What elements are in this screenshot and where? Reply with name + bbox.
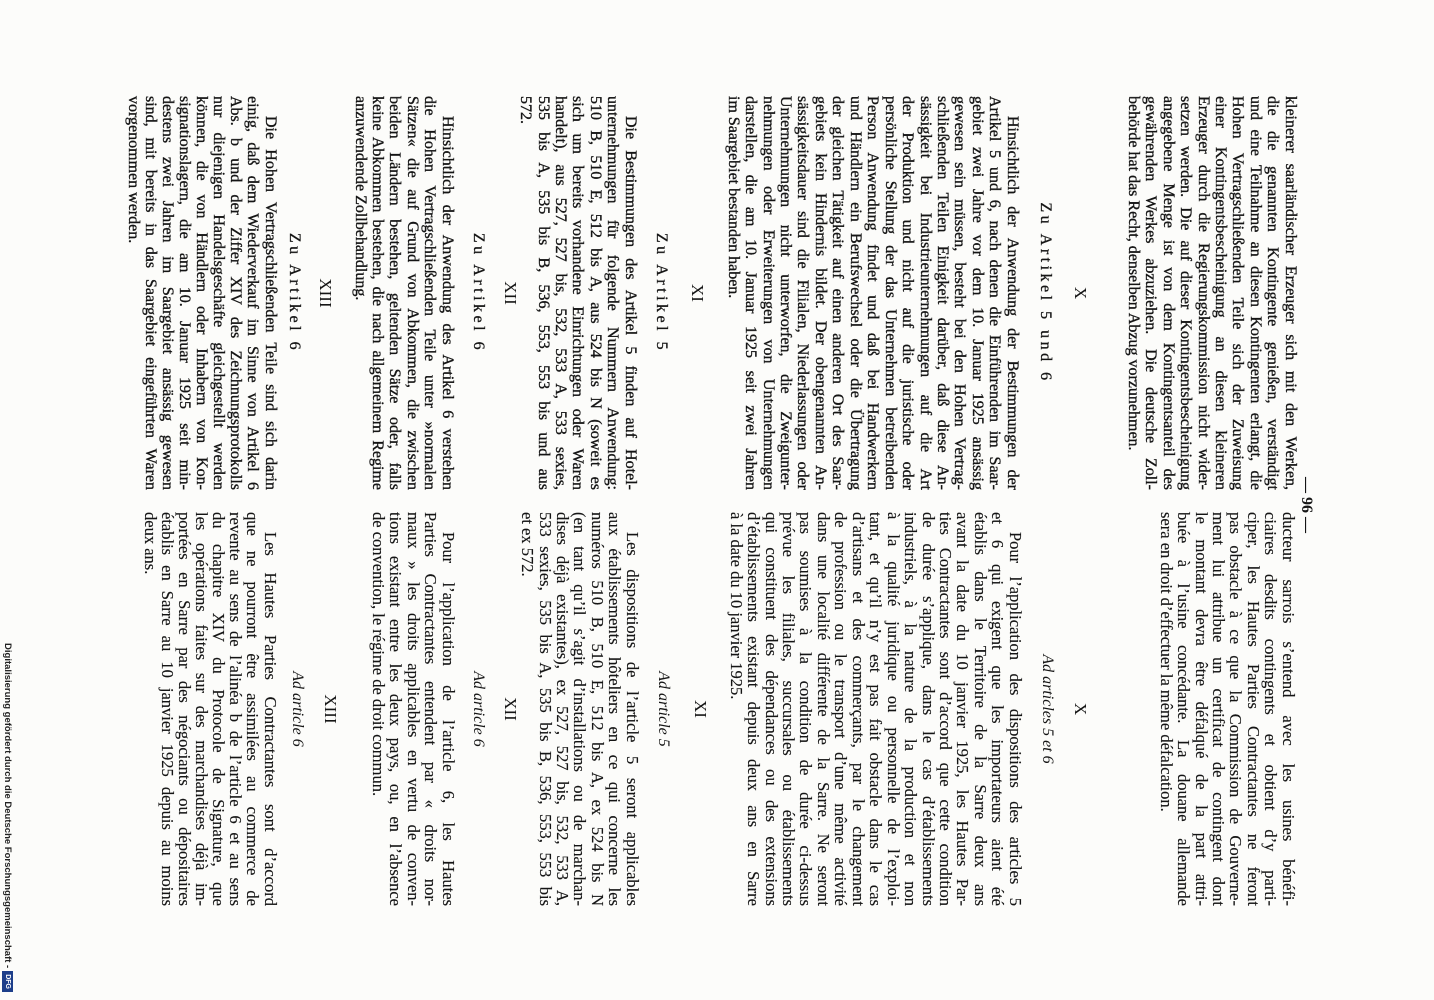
german-section-subheading: Zu Artikel 5 [653, 232, 670, 354]
german-text-line: Hinsichtlich der Anwendung des Artikel 6 verstehen [438, 116, 456, 490]
german-text-line: Erzeuger durch die Regierungskommission nicht wider- [1194, 96, 1212, 490]
french-text-line: ducteur sarrois s’entend avec les usines bénéfi- [1278, 512, 1298, 906]
german-text-line: im Saargebiet bestanden haben. [724, 96, 742, 299]
german-text-line: keine Abkommen bestehen, die nach allgemeinem Regime [368, 96, 386, 490]
digitization-credit-text: Digitalisierung gefördert durch die Deutsche Forschungsgemeinschaft - [2, 643, 13, 969]
french-text-line: dans une localité différente de la Sarre. Ne seront [813, 512, 833, 906]
french-text-line: 533 sexies, 535 bis A, 535 bis B, 536, 553, 553 bis [535, 512, 555, 906]
french-text-line: et ex 572. [518, 512, 538, 577]
german-text-line: sich um bereits vorhandene Einrichtungen oder Waren [569, 96, 587, 490]
french-section-subheading: Ad article 6 [470, 671, 487, 747]
french-paragraph [727, 512, 1023, 906]
german-text-line: Hinsichtlich der Anwendung der Bestimmungen der [1003, 116, 1021, 490]
german-text-line: anzuwendende Zollbehandlung. [351, 96, 369, 301]
french-paragraph [519, 512, 641, 906]
dfg-logo: DFG [2, 971, 13, 992]
german-text-line: Hohen Vertragschließenden Teile sich der Zuweisung [1229, 96, 1247, 490]
french-text-line: portées en Sarre par des négociants ou dépositaires [175, 512, 195, 906]
french-text-line: ciaires desdits contingents et obtient d’y parti- [1261, 512, 1281, 906]
french-section-number: XIII [321, 694, 340, 724]
digitization-credit [2, 643, 13, 992]
french-section-number: XI [691, 700, 710, 718]
french-text-line: tant, et qu’il n’y est pas fait obstacle dans le cas [866, 512, 886, 906]
german-text-line: nur diejenigen Handelsgeschäfte gleichgestellt werden [210, 96, 228, 490]
german-text-line: der gleichen Tätigkeit auf einen anderen Ort des Saar- [829, 96, 847, 490]
french-text-line: Parties Contractantes entendent par « droits nor- [421, 512, 441, 906]
german-paragraph [724, 96, 1020, 490]
french-text-line: ment lui attribue un certificat de contingent dont [1208, 512, 1228, 906]
french-text-line: Les Hautes Parties Contractantes sont d’accord [260, 532, 280, 906]
french-text-line: tions existant entre les deux pays, ou, en l’absence [386, 512, 406, 906]
german-section-number: XIII [316, 278, 335, 308]
french-text-line: numéros 510 B, 510 E, 512 bis A, ex 524 bis N [587, 512, 607, 906]
german-text-line: und Händlern ein Berufswechsel oder die Übertragung [846, 96, 864, 490]
german-text-line: 535 bis A, 535 bis B, 536, 553, 553 bis und aus [534, 96, 552, 490]
german-text-line: persönliche Stellung der das Unternehmen betreibenden [881, 96, 899, 490]
page-number: — 96 — [1298, 477, 1315, 533]
french-text-line: pas soumises à la condition de durée ci-dessus [796, 512, 816, 906]
french-text-line: et 6 qui exigent que les importateurs aient été [988, 512, 1008, 906]
french-text-line: établis dans le Territoire de la Sarre deux ans [970, 512, 990, 906]
german-text-line: gebiets kein Hindernis bildet. Der obengenannten An- [811, 96, 829, 490]
french-section-subheading: Ad article 6 [289, 671, 306, 747]
french-text-line: prévue les filiales, succursales ou établissements [779, 512, 799, 906]
french-text-line: dises déjà existantes), ex 527, 527 bis, 532, 533 A, [552, 512, 572, 906]
german-paragraph [351, 96, 456, 490]
german-text-line: schließenden Teilen Einigkeit darüber, daß diese An- [933, 96, 951, 490]
german-text-line: sind, mit bereits in das Saargebiet eingeführten Waren [141, 96, 159, 490]
german-text-line: behörde hat das Recht, denselben Abzug vorzunehmen. [1124, 96, 1142, 451]
german-text-line: Unternehmungen nicht unterworfen, die Zweigunter- [777, 96, 795, 490]
german-section-number: XII [501, 281, 520, 305]
german-text-line: gewährenden Werkes abzuziehen. Die deutsche Zoll- [1142, 96, 1160, 490]
german-text-line: handelt), aus 527, 527 bis, 532, 533 A, 533 sexies, [551, 96, 569, 490]
german-text-line: beiden Ländern bestehen, geltenden Sätze oder, falls [386, 96, 404, 490]
french-section-number: XII [501, 697, 520, 721]
german-text-line: Artikel 5 und 6, nach denen die Einführenden im Saar- [986, 96, 1004, 490]
french-text-line: à la date du 10 janvier 1925. [726, 512, 746, 700]
french-text-line: d’artisans et des commerçants, par le changement [848, 512, 868, 906]
french-text-line: avant la date du 10 janvier 1925, les Hautes Par- [953, 512, 973, 906]
french-paragraph [370, 512, 457, 906]
french-text-line: que ne pourront être assimilées au commerce de [243, 512, 263, 906]
german-text-line: sässigkeit bei Industrieunternehmungen auf die Art [916, 96, 934, 490]
french-text-line: à la qualité juridique ou personnelle de l’exploi- [883, 512, 903, 906]
german-text-line: Person Anwendung findet und daß bei Handwerkern [864, 96, 882, 490]
french-text-line: les opérations faites sur des marchandises déjà im- [192, 512, 212, 906]
french-text-line: Pour l’application des dispositions des articles 5 [1005, 532, 1025, 906]
french-text-line: d’établissements existant depuis deux ans en Sarre [744, 512, 764, 906]
german-text-line: Sätzen« die auf Grund von Abkommen, die zwischen [403, 96, 421, 490]
german-text-line: 510 B, 510 E, 512 bis A, aus 524 bis N (soweit es [586, 96, 604, 490]
french-text-line: (en tant qu’il s’agit d’installations ou de marchan- [570, 512, 590, 906]
german-text-line: gebiet zwei Jahre vor dem 10. Januar 1925 ansässig [968, 96, 986, 490]
german-text-line: angegebene Menge ist von dem Kontingentsanteil des [1159, 96, 1177, 490]
french-text-line: pas obstacle à ce que la Commission de Gouverne- [1226, 512, 1246, 906]
french-paragraph [1157, 512, 1297, 906]
german-text-line: signationslagern, die am 10. Januar 1925 seit min- [176, 96, 194, 490]
french-text-line: maux » les droits applicables en vertu de conven- [403, 512, 423, 906]
german-text-line: können, die von Händlern oder Inhabern von Kon- [193, 96, 211, 490]
german-paragraph [517, 96, 639, 490]
french-text-line: aux établissements hôteliers en ce qui concerne les [605, 512, 625, 906]
german-text-line: die Hohen Vertragschließenden Teile unter »normalen [421, 96, 439, 490]
german-text-line: 572. [517, 96, 535, 124]
german-text-line: einig, daß dem Wiederverkauf im Sinne von Artikel 6 [244, 96, 262, 490]
french-text-line: de durée s’applique, dans le cas d’établissements [918, 512, 938, 906]
german-section-subheading: Zu Artikel 6 [470, 232, 487, 354]
german-section-subheading: Zu Artikel 5 und 6 [1037, 202, 1054, 384]
french-section-subheading: Ad article 5 [655, 671, 672, 747]
french-text-line: qui constituent des dépendances ou des extensions [761, 512, 781, 906]
french-text-line: Pour l’application de l’article 6, les Hautes [438, 532, 458, 906]
french-paragraph [142, 512, 279, 906]
french-text-line: revente au sens de l’alinéa b de l’article 6 et au sens [226, 512, 246, 906]
german-text-line: Die Hohen Vertragschließenden Teile sind sich darin [261, 116, 279, 490]
german-text-column [0, 96, 1434, 490]
french-section-number: X [1071, 702, 1090, 716]
german-text-line: destens zwei Jahren im Saargebiet ansässig gewesen [159, 96, 176, 490]
french-text-line: de convention, le régime de droit commun. [368, 512, 388, 797]
german-text-line: die die genannten Kontingente genießen, verständigt [1264, 96, 1282, 490]
french-text-line: le montant devra être défalqué de la part attri- [1191, 512, 1211, 906]
french-text-line: ties Contractantes sont d’accord que cette condition [935, 512, 955, 906]
german-text-line: Abs. b und der Ziffer XIV des Zeichnungsprotokolls [227, 96, 245, 490]
german-text-line: und eine Teilnahme an diesen Kontingenten erlangt, die [1246, 96, 1264, 490]
german-text-line: setzen werden. Die auf dieser Kontingentsbescheinigung [1177, 96, 1195, 490]
french-text-line: établis en Sarre au 10 janvier 1925 depuis au moins [158, 512, 177, 906]
french-text-line: Les dispositions de l’article 5 seront applicables [622, 532, 642, 906]
german-text-line: kleinerer saarländischer Erzeuger sich mit den Werken, [1281, 96, 1299, 490]
german-paragraph [125, 96, 279, 490]
german-text-line: einer Kontingentsbescheinigung an diesen kleineren [1211, 96, 1229, 490]
french-text-line: ciper, les Hautes Parties Contractantes ne feront [1243, 512, 1263, 906]
french-text-line: industriels, à la nature de la production et non [901, 512, 921, 906]
french-text-column [0, 512, 1434, 906]
german-section-number: XI [688, 284, 707, 302]
german-section-subheading: Zu Artikel 6 [286, 232, 303, 354]
french-text-line: de profession ou le transport d’une même activité [831, 512, 851, 906]
french-section-subheading: Ad articles 5 et 6 [1039, 654, 1056, 764]
german-text-line: Die Bestimmungen des Artikel 5 finden auf Hotel- [621, 116, 639, 490]
german-text-line: nehmungen oder Erweiterungen von Unternehmungen [759, 96, 777, 490]
german-text-line: gewesen sein müssen, besteht bei den Hohen Vertrag- [951, 96, 969, 490]
german-text-line: unternehmungen für folgende Nummern Anwendung: [604, 96, 622, 490]
french-text-line: deux ans. [140, 512, 160, 575]
french-text-line: buée à l’usine concédante. La douane allemande [1174, 512, 1194, 906]
german-section-number: X [1071, 286, 1090, 300]
german-text-line: darstellen, die am 10. Januar 1925 seit zwei Jahren [742, 96, 760, 490]
german-text-line: vorgenommen werden. [124, 96, 142, 244]
german-text-line: der Produktion und nicht auf die juristische oder [899, 96, 917, 490]
german-text-line: sässigkeitsdauer sind die Filialen, Niederlassungen oder [794, 96, 812, 490]
french-text-line: du chapitre XIV du Protocole de Signature, que [209, 512, 229, 906]
french-text-line: sera en droit d’effectuer la même défalcation. [1156, 512, 1176, 812]
german-paragraph [1124, 96, 1298, 490]
